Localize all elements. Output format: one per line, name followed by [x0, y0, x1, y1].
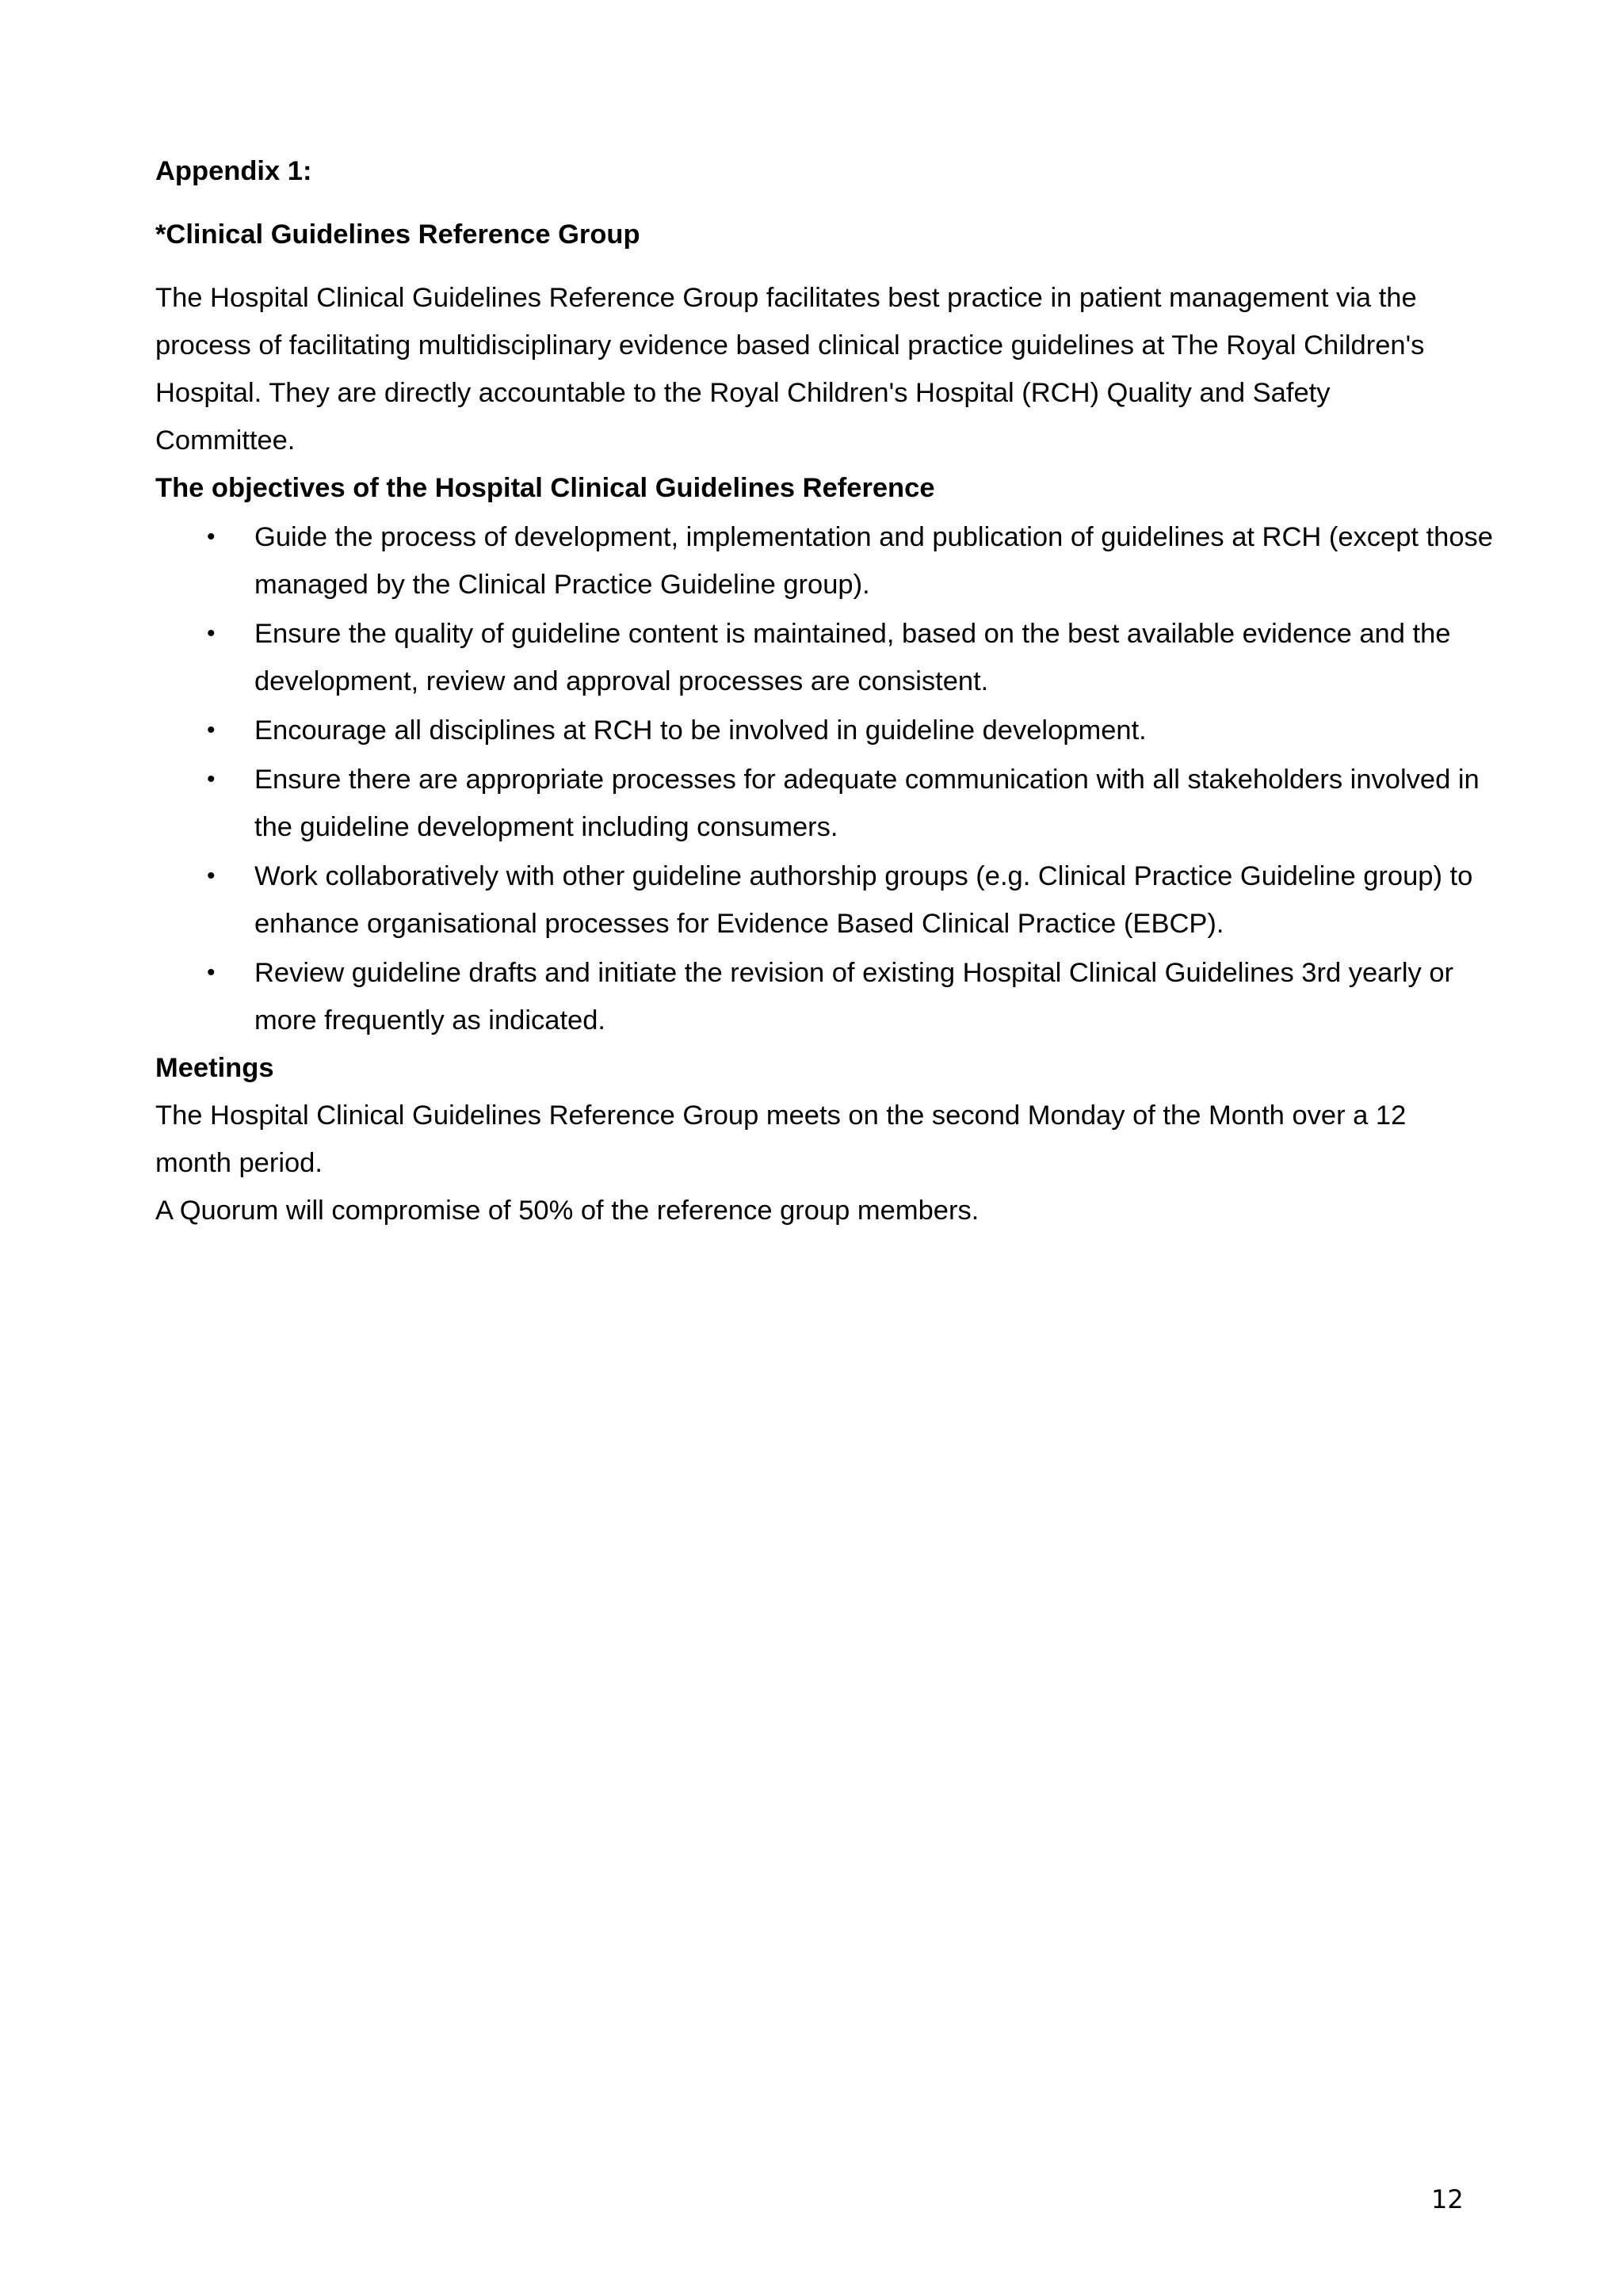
- bullet-icon: •: [207, 717, 216, 743]
- objective-item: [155, 610, 1514, 705]
- bullet-icon: •: [207, 620, 216, 646]
- objective-text: Guide the process of development, implementation and publication of guidelines at RCH (except those managed by the Clinical Practice Guideline group).: [254, 522, 1493, 600]
- objective-item: [155, 513, 1514, 608]
- bullet-icon: •: [207, 766, 216, 792]
- meetings-heading: Meetings: [155, 1053, 274, 1083]
- objectives-list: [155, 513, 1503, 1046]
- objective-text: Encourage all disciplines at RCH to be involved in guideline development.: [254, 715, 1147, 746]
- page-number: 12: [1431, 2184, 1464, 2214]
- objective-item: [155, 852, 1514, 948]
- objective-item: [155, 949, 1514, 1044]
- bullet-icon: •: [207, 524, 216, 550]
- intro-paragraph: The Hospital Clinical Guidelines Reference Group facilitates best practice in patient management via the process of facilitating multidisciplinary evidence based clinical practice guidelines at The Royal Children's Hospital. They are directly accountable to the Royal Children's Hospital (RCH) Quality and Safety Committee.: [155, 283, 1425, 456]
- bullet-icon: •: [207, 863, 216, 889]
- objectives-heading: The objectives of the Hospital Clinical Guidelines Reference: [155, 473, 935, 503]
- appendix-title: Appendix 1:: [155, 156, 312, 186]
- objective-item: [155, 756, 1514, 851]
- objective-text: Ensure there are appropriate processes for adequate communication with all stakeholders involved in the guideline development including consumers.: [254, 765, 1480, 842]
- section-title: *Clinical Guidelines Reference Group: [155, 219, 640, 250]
- objective-text: Work collaboratively with other guideline authorship groups (e.g. Clinical Practice Guideline group) to enhance organisational processes for Evidence Based Clinical Practice (EBCP).: [254, 861, 1473, 939]
- objective-text: Ensure the quality of guideline content is maintained, based on the best available evidence and the development, review and approval processes are consistent.: [254, 619, 1451, 696]
- bullet-icon: •: [207, 959, 216, 986]
- meetings-paragraph: The Hospital Clinical Guidelines Reference Group meets on the second Monday of the Month over a 12 month period.: [155, 1100, 1407, 1178]
- objective-item: [155, 707, 1514, 754]
- objective-text: Review guideline drafts and initiate the revision of existing Hospital Clinical Guidelines 3rd yearly or more frequently as indicated.: [254, 958, 1454, 1035]
- quorum-text: A Quorum will compromise of 50% of the reference group members.: [155, 1196, 980, 1226]
